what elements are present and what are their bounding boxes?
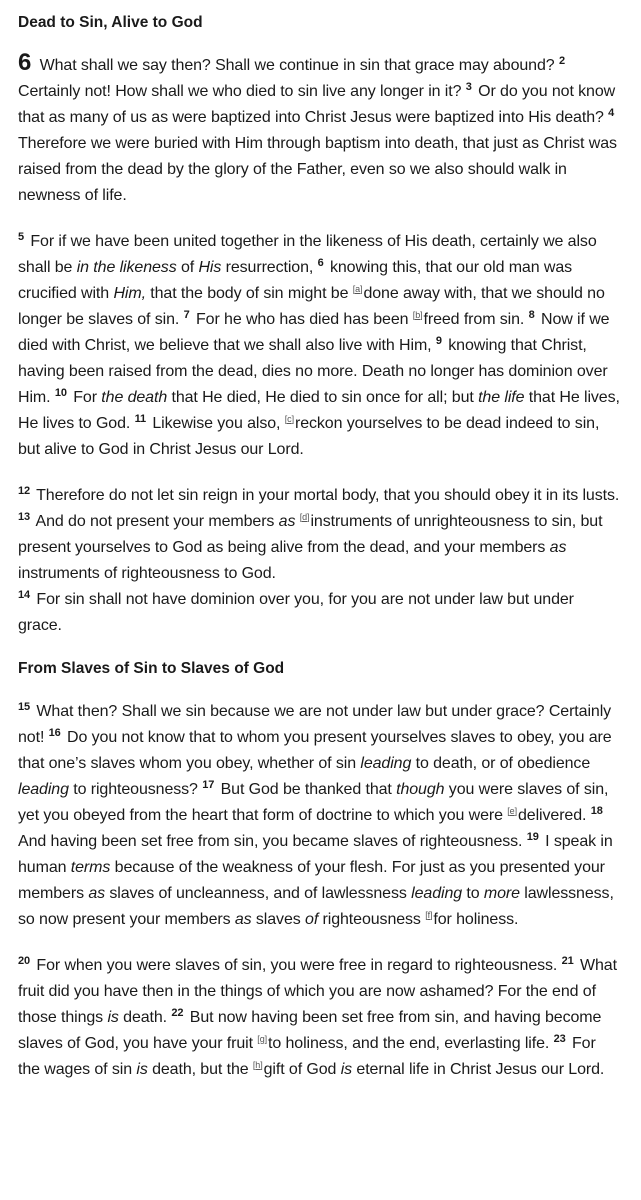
footnote-link-b[interactable]: [b] xyxy=(412,309,423,320)
footnote-link-d[interactable]: [d] xyxy=(299,511,310,522)
footnote-link-c[interactable]: [c] xyxy=(284,413,294,424)
verse-number: 18 xyxy=(590,804,603,817)
verse-number: 12 xyxy=(18,484,31,497)
verse-number: 21 xyxy=(561,954,574,967)
verse-number: 20 xyxy=(18,954,31,967)
footnote-link-h[interactable]: [h] xyxy=(252,1059,263,1070)
footnote-link-g[interactable]: [g] xyxy=(257,1033,268,1044)
verse-text: What shall we say then? Shall we continue in sin that grace may abound? xyxy=(35,57,559,74)
verse-number: 5 xyxy=(18,230,25,243)
verse-text: Certainly not! How shall we who died to sin live any longer in it? xyxy=(18,83,466,100)
verse-number: 4 xyxy=(608,106,615,119)
footnote-link-e[interactable]: [e] xyxy=(507,805,517,816)
verse-number: 19 xyxy=(526,830,539,843)
paragraph-2: $^5$ For if we have been united together in the likeness of His death, certainly we also shall be in the likeness of His resurrection, $^6$ knowing this, that our old man was crucified with Him, that the body of sin might be [a]done away with, that we should no longer be slaves of sin. $^7$ For he who has died has been [b]freed from sin. $^8$ Now if we died with Christ, we believe that we shall also live with Him, $^9$ knowing that Christ, having been raised from the dead, dies no more. Death no longer has dominion over Him. $^{10}$ For the death that He died, He died to sin once for all; but the life that He lives, He lives to God. $^{11}$ Likewise you also, [c]reckon yourselves to be dead indeed to sin, but alive to God in Christ Jesus our Lord. xyxy=(18,230,620,458)
verse-number: 16 xyxy=(48,726,61,739)
verse-number: 6 xyxy=(317,256,324,269)
verse-number: 10 xyxy=(54,386,67,399)
verse-number: 8 xyxy=(528,308,535,321)
paragraph-4: $^{15}$ What then? Shall we sin because we are not under law but under grace? Certainly not! $^{16}$ Do you not know that to whom you present yourselves slaves to obey, you are that one’s slaves whom you obey, whether of sin leading to death, or of obedience leading to righteousness? $^{17}$ But God be thanked that though you were slaves of sin, yet you obeyed from the heart that form of doctrine to which you were [e]delivered. $^{18}$ And having been set free from sin, you became slaves of righteousness. $^{19}$ I speak in human terms because of the weakness of your flesh. For just as you presented your members as slaves of uncleanness, and of lawlessness leading to more lawlessness, so now present your members as slaves of righteousness [f]for holiness. xyxy=(18,700,614,928)
verse-number: 22 xyxy=(171,1006,184,1019)
paragraph-3: $^{12}$ Therefore do not let sin reign in your mortal body, that you should obey it in its lusts. $^{13}$ And do not present your members as [d]instruments of unrighteousness to sin, but present yourselves to God as being alive from the dead, and your members as instruments of righteousness to God. $^{14}$ For sin shall not have dominion over you, for you are not under law but under grace. xyxy=(18,484,620,634)
verse-number: 17 xyxy=(202,778,215,791)
section-heading-slaves: From Slaves of Sin to Slaves of God xyxy=(18,660,285,677)
verse-number: 3 xyxy=(465,80,472,93)
verse-number: 13 xyxy=(18,510,31,523)
chapter-number: 6 xyxy=(18,49,32,76)
verse-number: 15 xyxy=(18,700,31,713)
verse-number: 11 xyxy=(134,412,147,425)
verse-number: 7 xyxy=(183,308,190,321)
section-heading-dead-to-sin: Dead to Sin, Alive to God xyxy=(18,14,203,31)
verse-number: 14 xyxy=(18,588,31,601)
paragraph-1 xyxy=(18,49,621,209)
footnote-link-f[interactable]: [f] xyxy=(425,909,433,920)
verse-number: 2 xyxy=(558,54,565,67)
footnote-link-a[interactable]: [a] xyxy=(352,283,363,294)
verse-text: Or do you not know that as many of us as were baptized into Christ Jesus were baptized into His death? xyxy=(18,83,616,126)
paragraph-5: $^{20}$ For when you were slaves of sin, you were free in regard to righteousness. $^{21}$ What fruit did you have then in the things of which you are now ashamed? For the end of those things is death. $^{22}$ But now having been set free from sin, and having become slaves of God, you have your fruit [g]to holiness, and the end, everlasting life. $^{23}$ For the wages of sin is death, but the [h]gift of God is eternal life in Christ Jesus our Lord. xyxy=(18,954,617,1078)
verse-number: 9 xyxy=(435,334,442,347)
verse-text: Therefore we were buried with Him through baptism into death, that just as Christ was raised from the dead by the glory of the Father, even so we also should walk in newness of life. xyxy=(18,135,617,204)
verse-number: 23 xyxy=(553,1032,566,1045)
